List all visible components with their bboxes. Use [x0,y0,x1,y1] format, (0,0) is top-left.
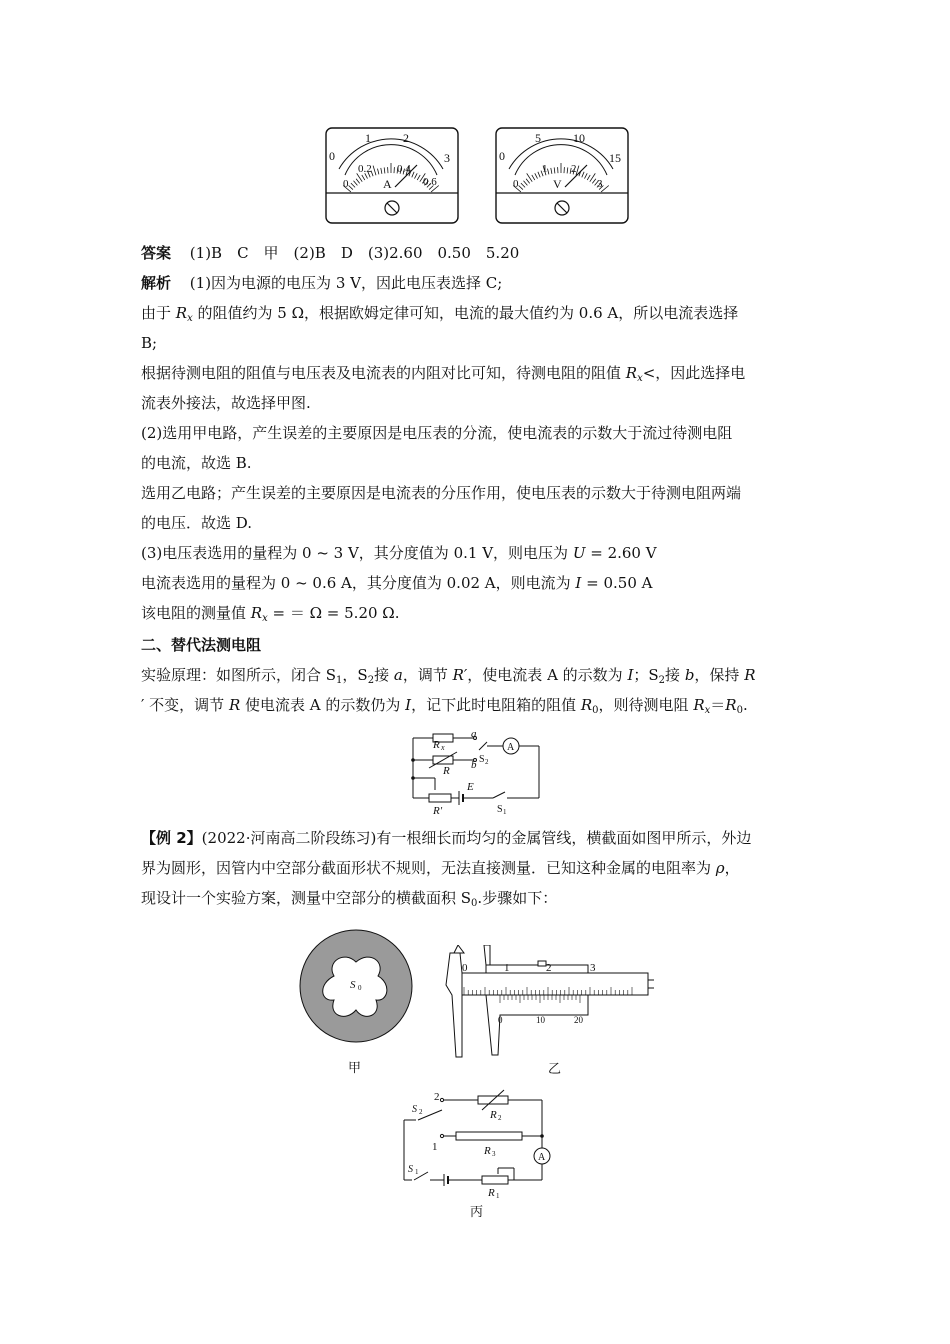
main-scale-1: 1 [504,962,510,974]
c3-label-s1-sub: 1 [415,1168,419,1176]
ammeter-bottom-max: 0.6 [423,176,437,188]
example2-line-1: 【例 2】(2022·河南高二阶段练习)有一根细长而均匀的金属管线，横截面如图甲所示，外边 [141,829,752,847]
voltmeter-bottom-max: 3 [597,178,603,190]
voltmeter-figure [495,127,630,225]
circuit-bing-figure [398,1088,558,1223]
voltmeter-inner-1: 1 [542,163,548,175]
label-r-prime: R′ [433,805,443,817]
label-r: R [443,765,450,777]
analysis-line-4: 根据待测电阻的阻值与电压表及电流表的内阻对比可知，待测电阻的阻值 $R_x<$，因此选择电 [141,364,746,384]
ammeter-right-max: 3 [444,151,450,165]
example2-line-3: 现设计一个实验方案，测量中空部分的横截面积 $S_0$.步骤如下： [141,889,558,909]
label-s1-sub: 1 [503,808,507,816]
answer-label: 答案 [141,244,172,262]
analysis-label: 解析 [141,274,172,292]
voltmeter-unit: V [553,177,562,191]
c3-label-r1: R [488,1187,495,1199]
analysis-line-12: 该电阻的测量值 $R_x$ = ＝ Ω = 5.20 Ω. [141,604,400,624]
example2-line-2: 界为圆形，因管内中空部分截面形状不规则，无法直接测量．已知这种金属的电阻率为 ρ， [141,859,740,877]
figure-caption-jia: 甲 [348,1060,362,1075]
c3-label-s2-sub: 2 [419,1108,423,1116]
cross-section-figure [298,928,418,1078]
vernier-scale-20: 20 [574,1015,583,1025]
ammeter-label-2: 2 [403,131,409,145]
c3-label-s2: S [412,1104,417,1115]
label-s2: S [479,754,485,765]
c3-label-2: 2 [434,1091,440,1103]
c3-label-1: 1 [432,1141,438,1153]
answer-text: (1)B C 甲 (2)B D (3)2.60 0.50 5.20 [189,244,520,262]
voltmeter-label-10: 10 [573,131,585,145]
c3-label-r3: R [484,1145,491,1157]
c3-label-r2-sub: 2 [498,1114,502,1122]
analysis-line-8: 选用乙电路；产生误差的主要原因是电流表的分压作用，使电压表的示数大于待测电阻两端 [141,484,742,502]
c3-label-r2: R [490,1109,497,1121]
vernier-caliper-figure [440,945,660,1075]
ammeter-bottom-zero: 0 [343,178,349,190]
ammeter-label-1: 1 [365,131,371,145]
vernier-scale-0: 0 [498,1015,503,1025]
analysis-line-6: (2)选用甲电路，产生误差的主要原因是电压表的分流，使电流表的示数大于流过待测电阻 [141,424,733,442]
analysis-text: (1)因为电源的电压为 3 V，因此电压表选择 C; [189,274,503,292]
section2-heading: 二、替代法测电阻 [141,636,262,654]
ammeter-figure [325,127,460,225]
label-s1: S [497,804,503,815]
voltmeter-label-5: 5 [535,131,541,145]
ammeter-left-zero: 0 [329,149,335,163]
analysis-line-10: (3)电压表选用的量程为 0 ~ 3 V，其分度值为 0.1 V，则电压为 U = 2.60 V [141,544,657,562]
ammeter-unit: A [383,177,392,191]
section2-line-2: ′ 不变，调节 R 使电流表 A 的示数仍为 I，记下此时电阻箱的阻值 $R_0$，则待测电阻 $R_x=R_0$. [141,696,748,716]
voltmeter-inner-2: 2 [571,163,577,175]
substitution-circuit [405,728,555,820]
c3-label-r1-sub: 1 [496,1192,500,1200]
analysis-line-1 [141,273,811,293]
ammeter-inner-02: 0.2 [358,163,372,175]
voltmeter-bottom-zero: 0 [513,178,519,190]
analysis-line-3: B; [141,334,158,352]
s0-label: S [350,979,356,991]
label-rx-sub: x [441,743,445,752]
ammeter-symbol-label: A [507,742,515,753]
voltmeter-left-zero: 0 [499,149,505,163]
analysis-line-9: 的电压．故选 D. [141,514,253,532]
vernier-scale-10: 10 [536,1015,545,1025]
example2-tag: 【例 2】 [141,829,202,847]
main-scale-2: 2 [546,962,552,974]
main-scale-3: 3 [590,962,596,974]
label-e: E [467,781,474,793]
label-a: a [471,728,477,740]
main-scale-0: 0 [462,962,468,974]
analysis-line-11: 电流表选用的量程为 0 ~ 0.6 A，其分度值为 0.02 A，则电流为 I = 0.50 A [141,574,653,592]
label-rx: R [433,739,440,751]
answer-line [141,243,811,263]
analysis-line-7: 的电流，故选 B. [141,454,252,472]
label-s2-sub: 2 [485,758,489,766]
ammeter-inner-04: 0.4 [397,163,411,175]
voltmeter-right-max: 15 [609,151,621,165]
section2-line-1: 实验原理：如图所示，闭合 $S_1$，$S_2$接 a，调节 R′，使电流表 A 的示数为 I；$S_2$接 b，保持 R [141,666,756,686]
label-b: b [471,759,477,771]
analysis-line-2: 由于 $R_x$ 的阻值约为 5 Ω，根据欧姆定律可知，电流的最大值约为 0.6 A，所以电流表选择 [141,304,739,324]
figure-caption-bing: 丙 [470,1204,484,1219]
c3-ammeter-label: A [538,1152,546,1163]
figure-caption-yi: 乙 [548,1061,562,1075]
s0-sub: 0 [358,984,362,992]
c3-label-s1: S [408,1164,413,1175]
c3-label-r3-sub: 3 [492,1150,496,1158]
analysis-line-5: 流表外接法，故选择甲图. [141,394,311,412]
